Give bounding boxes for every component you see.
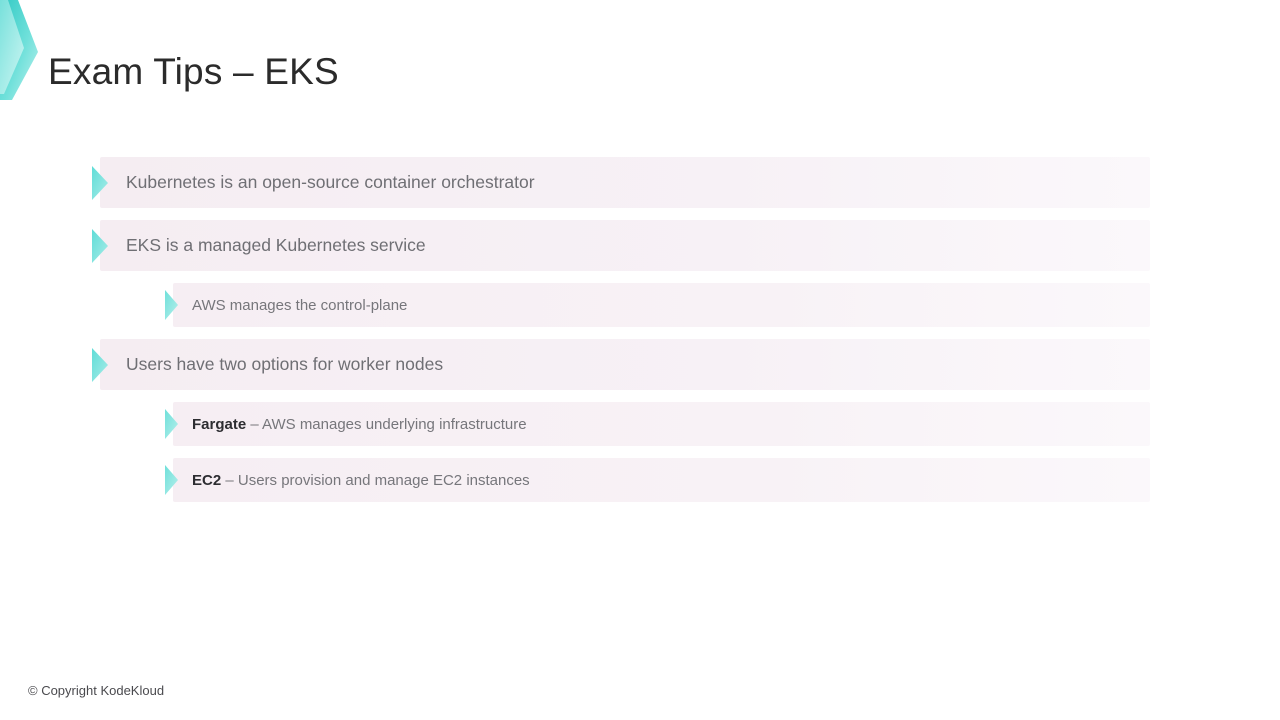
list-item (92, 157, 1150, 208)
list-item-label (192, 416, 527, 433)
list-item-lead: Fargate (192, 415, 247, 433)
copyright-footer: © Copyright KodeKloud (28, 683, 165, 698)
list-item-lead: EC2 (192, 471, 222, 489)
triangle-right-icon (92, 229, 110, 263)
list-item (92, 339, 1150, 390)
corner-ribbon-icon (0, 0, 42, 110)
page-title: Exam Tips – EKS (48, 51, 339, 92)
triangle-right-icon (165, 465, 180, 495)
list-item-label: Users have two options for worker nodes (126, 354, 444, 374)
bullet-list (92, 157, 1150, 514)
list-item-label: AWS manages the control-plane (192, 296, 408, 314)
list-item-label (192, 472, 530, 489)
list-item-label: Kubernetes is an open-source container orchestrator (126, 172, 535, 192)
list-item (165, 283, 1150, 327)
list-item (165, 402, 1150, 446)
list-item (92, 220, 1150, 271)
list-item-label: EKS is a managed Kubernetes service (126, 235, 426, 255)
list-item (165, 458, 1150, 502)
triangle-right-icon (92, 166, 110, 200)
triangle-right-icon (165, 409, 180, 439)
triangle-right-icon (165, 290, 180, 320)
list-item-rest: – Users provision and manage EC2 instances (221, 471, 530, 489)
triangle-right-icon (92, 348, 110, 382)
list-item-rest: – AWS manages underlying infrastructure (246, 415, 527, 433)
